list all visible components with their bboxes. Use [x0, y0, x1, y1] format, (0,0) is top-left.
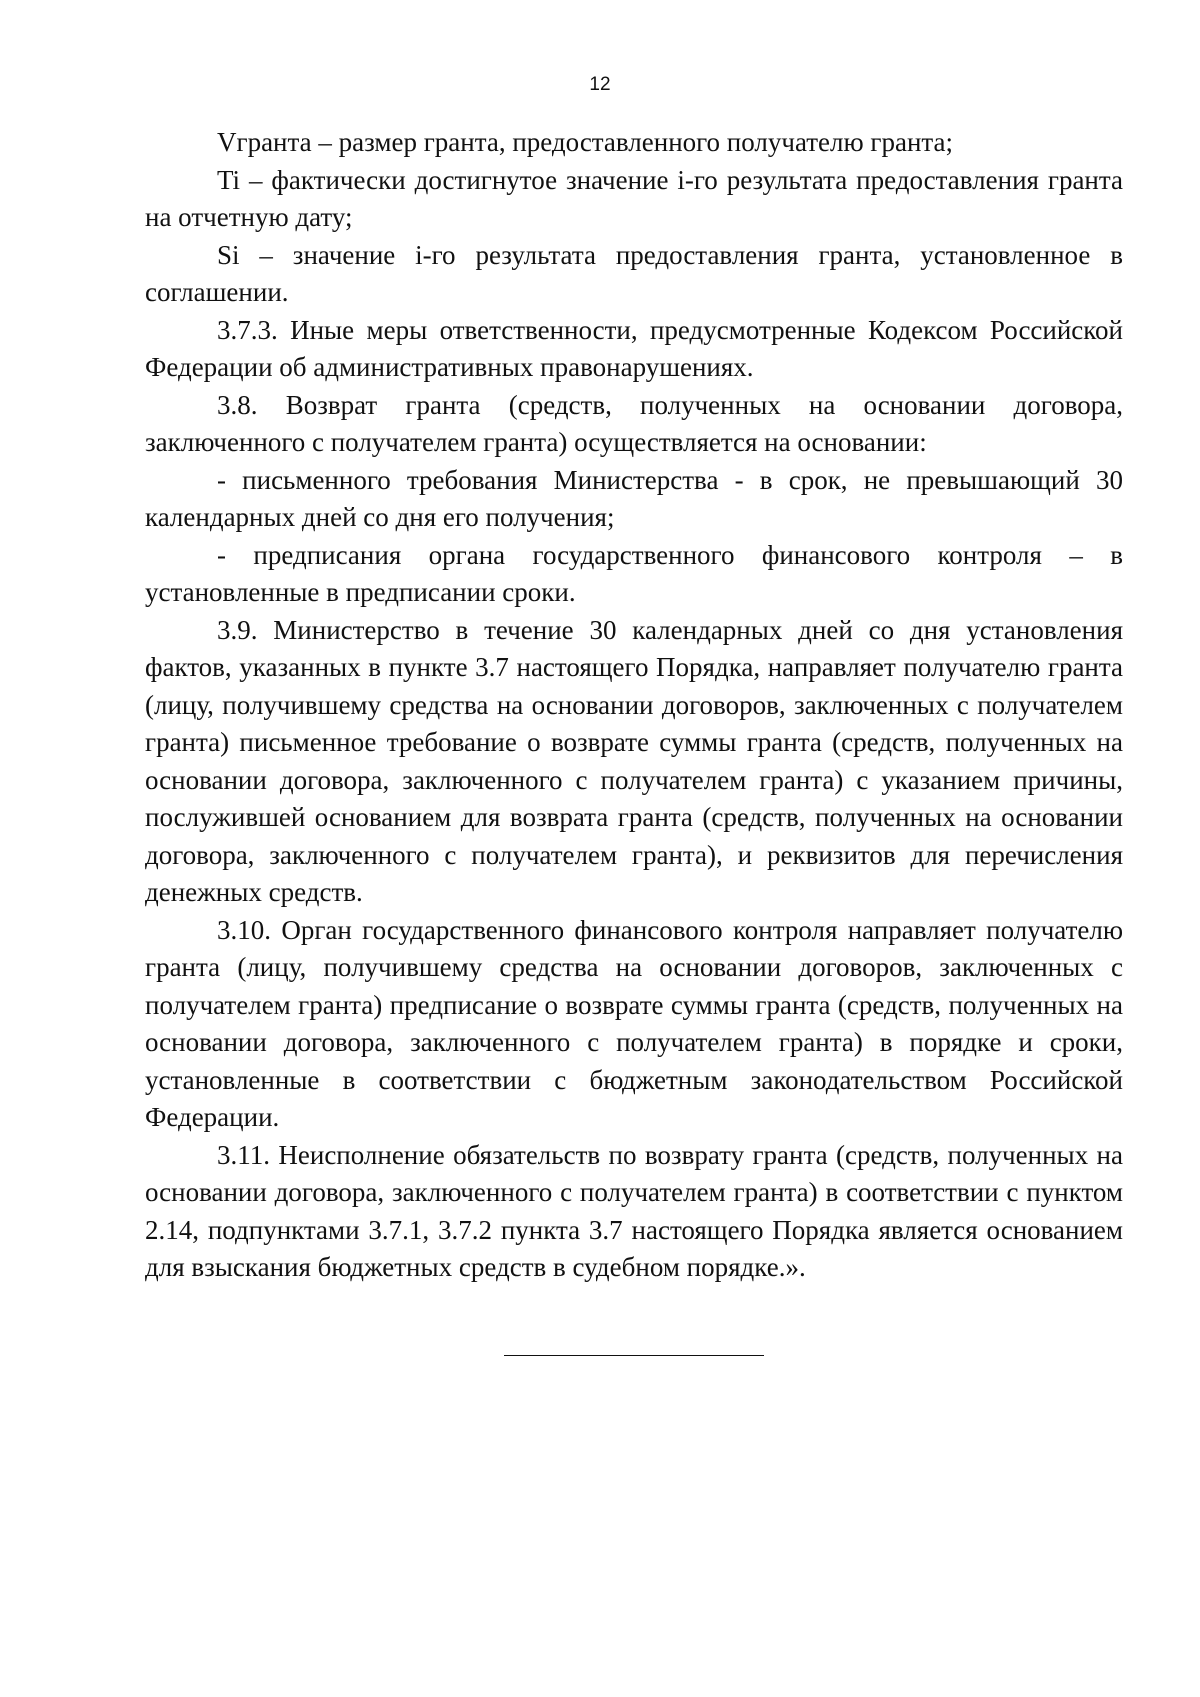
paragraph-3-10: 3.10. Орган государственного финансового контроля направляет получателю гранта (лицу, получившему средства на основании договоров, заключенных с получателем гранта) предписание о возврате суммы гранта (средств, полученных на основании договора, заключенного с получателем гранта) в порядке и сроки, установленные в соответствии с бюджетным законодательством Российской Федерации. [145, 914, 1123, 1132]
paragraph-3-7-3: 3.7.3. Иные меры ответственности, предусмотренные Кодексом Российской Федерации об административных правонарушениях. [145, 314, 1123, 382]
paragraph-ti: Ti – фактически достигнутое значение i-го результата предоставления гранта на отчетную дату; [145, 164, 1123, 232]
paragraph-v-grant: Vгранта – размер гранта, предоставленного получателю гранта; [217, 127, 954, 157]
page-number: 12 [589, 74, 611, 95]
paragraph-3-8: 3.8. Возврат гранта (средств, полученных на основании договора, заключенного с получателем гранта) осуществляется на основании: [145, 389, 1123, 457]
document-body [145, 124, 1123, 1287]
closing-divider-line [504, 1355, 764, 1356]
paragraph-3-8-item-1: - письменного требования Министерства - в срок, не превышающий 30 календарных дней со дня его получения; [145, 464, 1123, 532]
paragraph-3-11: 3.11. Неисполнение обязательств по возврату гранта (средств, полученных на основании договора, заключенного с получателем гранта) в соответствии с пунктом 2.14, подпунктами 3.7.1, 3.7.2 пункта 3.7 настоящего Порядка является основанием для взыскания бюджетных средств в судебном порядке.». [145, 1139, 1123, 1282]
paragraph-si: Si – значение i-го результата предоставления гранта, установленное в соглашении. [145, 239, 1123, 307]
paragraph-3-8-item-2: - предписания органа государственного финансового контроля – в установленные в предписании сроки. [145, 539, 1123, 607]
paragraph-3-9: 3.9. Министерство в течение 30 календарных дней со дня установления фактов, указанных в пункте 3.7 настоящего Порядка, направляет получателю гранта (лицу, получившему средства на основании договоров, заключенных с получателем гранта) письменное требование о возврате суммы гранта (средств, полученных на основании договора, заключенного с получателем гранта) с указанием причины, послужившей основанием для возврата гранта (средств, полученных на основании договора, заключенного с получателем гранта), и реквизитов для перечисления денежных средств. [145, 614, 1123, 907]
